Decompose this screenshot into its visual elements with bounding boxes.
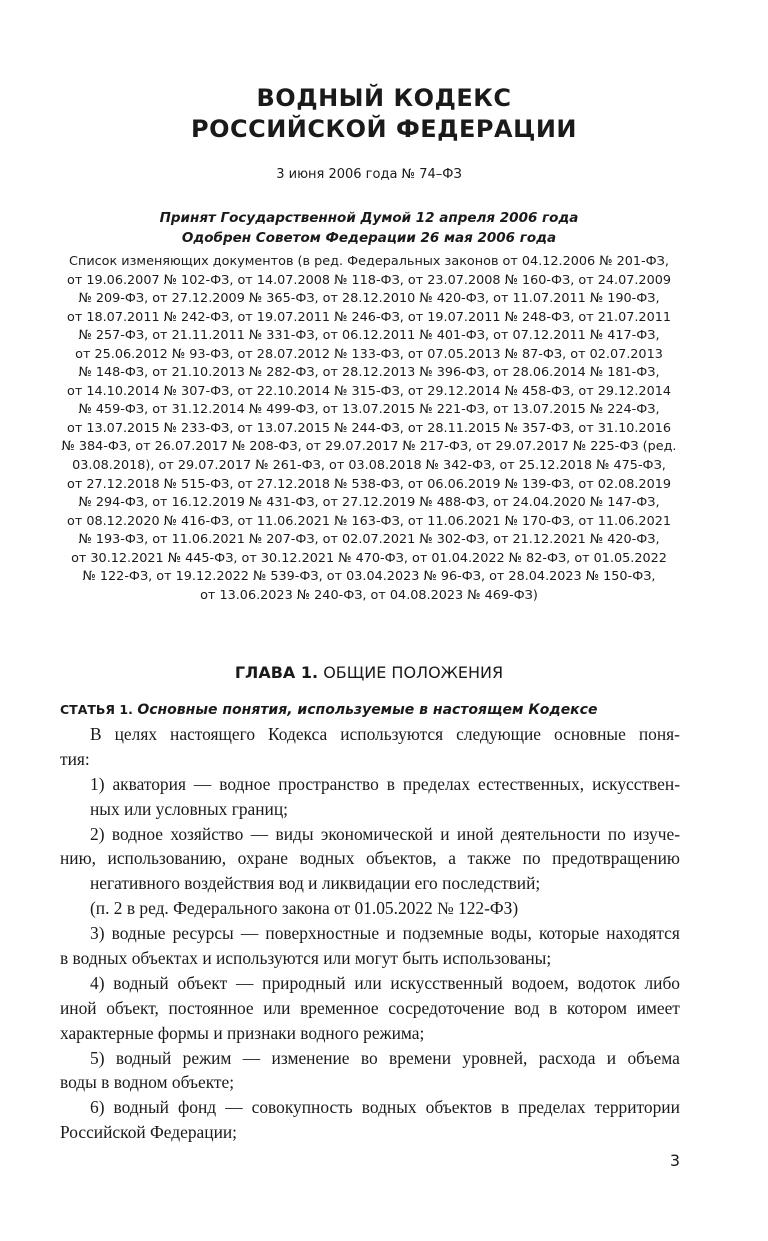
amendment-line: от 18.07.2011 № 242-ФЗ, от 19.07.2011 № 246-ФЗ, от 19.07.2011 № 248-ФЗ, от 21.07.2011 [66,309,671,325]
body-line: воды в водном объекте; [60,1072,235,1093]
page-number: 3 [669,1151,680,1170]
body-line: характерные формы и признаки водного режима; [60,1022,425,1043]
document-date: 3 июня 2006 года № 74–ФЗ [276,167,462,182]
body-line: нию, использованию, охране водных объектов, а также по предотвращению [60,848,680,869]
amendment-line: № 122-ФЗ, от 19.12.2022 № 539-ФЗ, от 03.04.2023 № 96-ФЗ, от 28.04.2023 № 150-ФЗ, [82,569,656,585]
body-line: иной объект, постоянное или временное сосредоточение вод в котором имеет [60,997,680,1018]
amendment-line: № 193-ФЗ, от 11.06.2021 № 207-ФЗ, от 02.07.2021 № 302-ФЗ, от 21.12.2021 № 420-ФЗ, [78,532,660,548]
chapter-number: ГЛАВА 1. [234,663,319,682]
amendment-line: от 27.12.2018 № 515-ФЗ, от 27.12.2018 № 538-ФЗ, от 06.06.2019 № 139-ФЗ, от 02.08.2019 [66,476,671,492]
title-line-2: РОССИЙСКОЙ ФЕДЕРАЦИИ [190,115,578,143]
body-line: 3) водные ресурсы — поверхностные и подземные воды, которые находятся [90,923,680,944]
article-title: Основные понятия, используемые в настоящем Кодексе [137,702,598,718]
body-line: (п. 2 в ред. Федерального закона от 01.05.2022 № 122-ФЗ) [90,898,519,919]
body-line: Российской Федерации; [60,1122,238,1143]
amendment-line: от 19.06.2007 № 102-ФЗ, от 14.07.2008 № 118-ФЗ, от 23.07.2008 № 160-ФЗ, от 24.07.2009 [66,272,671,288]
amendment-line: № 257-ФЗ, от 21.11.2011 № 331-ФЗ, от 06.12.2011 № 401-ФЗ, от 07.12.2011 № 417-ФЗ, [78,328,660,344]
article-heading [60,700,597,720]
article-body [60,722,680,1145]
title-line-1: ВОДНЫЙ КОДЕКС [256,84,512,112]
article-label: СТАТЬЯ 1. [60,702,133,717]
body-line: тия: [60,748,90,769]
amendment-line: от 13.07.2015 № 233-ФЗ, от 13.07.2015 № 244-ФЗ, от 28.11.2015 № 357-ФЗ, от 31.10.2016 [66,420,671,436]
amendment-line: № 209-ФЗ, от 27.12.2009 № 365-ФЗ, от 28.12.2010 № 420-ФЗ, от 11.07.2011 № 190-ФЗ, [78,291,660,307]
document-title [0,83,768,145]
amendment-line: от 13.06.2023 № 240-ФЗ, от 04.08.2023 № 469-ФЗ) [200,587,538,603]
amendment-line: 03.08.2018), от 29.07.2017 № 261-ФЗ, от 03.08.2018 № 342-ФЗ, от 25.12.2018 № 475-ФЗ, [72,458,666,474]
chapter-heading [0,663,738,683]
amendment-line: № 148-ФЗ, от 21.10.2013 № 282-ФЗ, от 28.12.2013 № 396-ФЗ, от 28.06.2014 № 181-ФЗ, [78,365,660,381]
body-line: В целях настоящего Кодекса используются следующие основные поня- [90,724,680,744]
amendment-line: от 25.06.2012 № 93-ФЗ, от 28.07.2012 № 133-ФЗ, от 07.05.2013 № 87-ФЗ, от 02.07.2013 [75,346,663,362]
body-line: 2) водное хозяйство — виды экономической и иной деятельности по изуче- [90,823,680,844]
adoption-line-duma: Принят Государственной Думой 12 апреля 2006 года [159,210,579,226]
body-line: в водных объектах и используются или могут быть использованы; [60,948,552,969]
amendments-list [0,253,738,605]
body-line: 5) водный режим — изменение во времени уровней, расхода и объема [90,1047,680,1068]
body-line: ных или условных границ; [90,798,289,819]
amendment-line: от 14.10.2014 № 307-ФЗ, от 22.10.2014 № 315-ФЗ, от 29.12.2014 № 458-ФЗ, от 29.12.2014 [66,383,671,399]
amendment-line: Список изменяющих документов (в ред. Федеральных законов от 04.12.2006 № 201-ФЗ, [69,254,669,269]
amendment-line: от 30.12.2021 № 445-ФЗ, от 30.12.2021 № 470-ФЗ, от 01.04.2022 № 82-ФЗ, от 01.05.2022 [71,550,667,566]
body-line: 4) водный объект — природный или искусственный водоем, водоток либо [90,972,680,993]
adoption-line-council: Одобрен Советом Федерации 26 мая 2006 года [181,229,557,246]
amendment-line: от 08.12.2020 № 416-ФЗ, от 11.06.2021 № 163-ФЗ, от 11.06.2021 № 170-ФЗ, от 11.06.2021 [66,513,671,529]
chapter-title: ОБЩИЕ ПОЛОЖЕНИЯ [323,663,504,682]
adoption-info [0,209,738,248]
amendment-line: № 384-ФЗ, от 26.07.2017 № 208-ФЗ, от 29.07.2017 № 217-ФЗ, от 29.07.2017 № 225-ФЗ (ред. [61,439,677,455]
body-line: 1) акватория — водное пространство в пределах естественных, искусствен- [90,773,680,794]
amendment-line: № 294-ФЗ, от 16.12.2019 № 431-ФЗ, от 27.12.2019 № 488-ФЗ, от 24.04.2020 № 147-ФЗ, [78,495,660,511]
amendment-line: № 459-ФЗ, от 31.12.2014 № 499-ФЗ, от 13.07.2015 № 221-ФЗ, от 13.07.2015 № 224-ФЗ, [78,402,660,418]
body-line: негативного воздействия вод и ликвидации его последствий; [90,873,541,894]
body-line: 6) водный фонд — совокупность водных объектов в пределах территории [90,1097,680,1118]
